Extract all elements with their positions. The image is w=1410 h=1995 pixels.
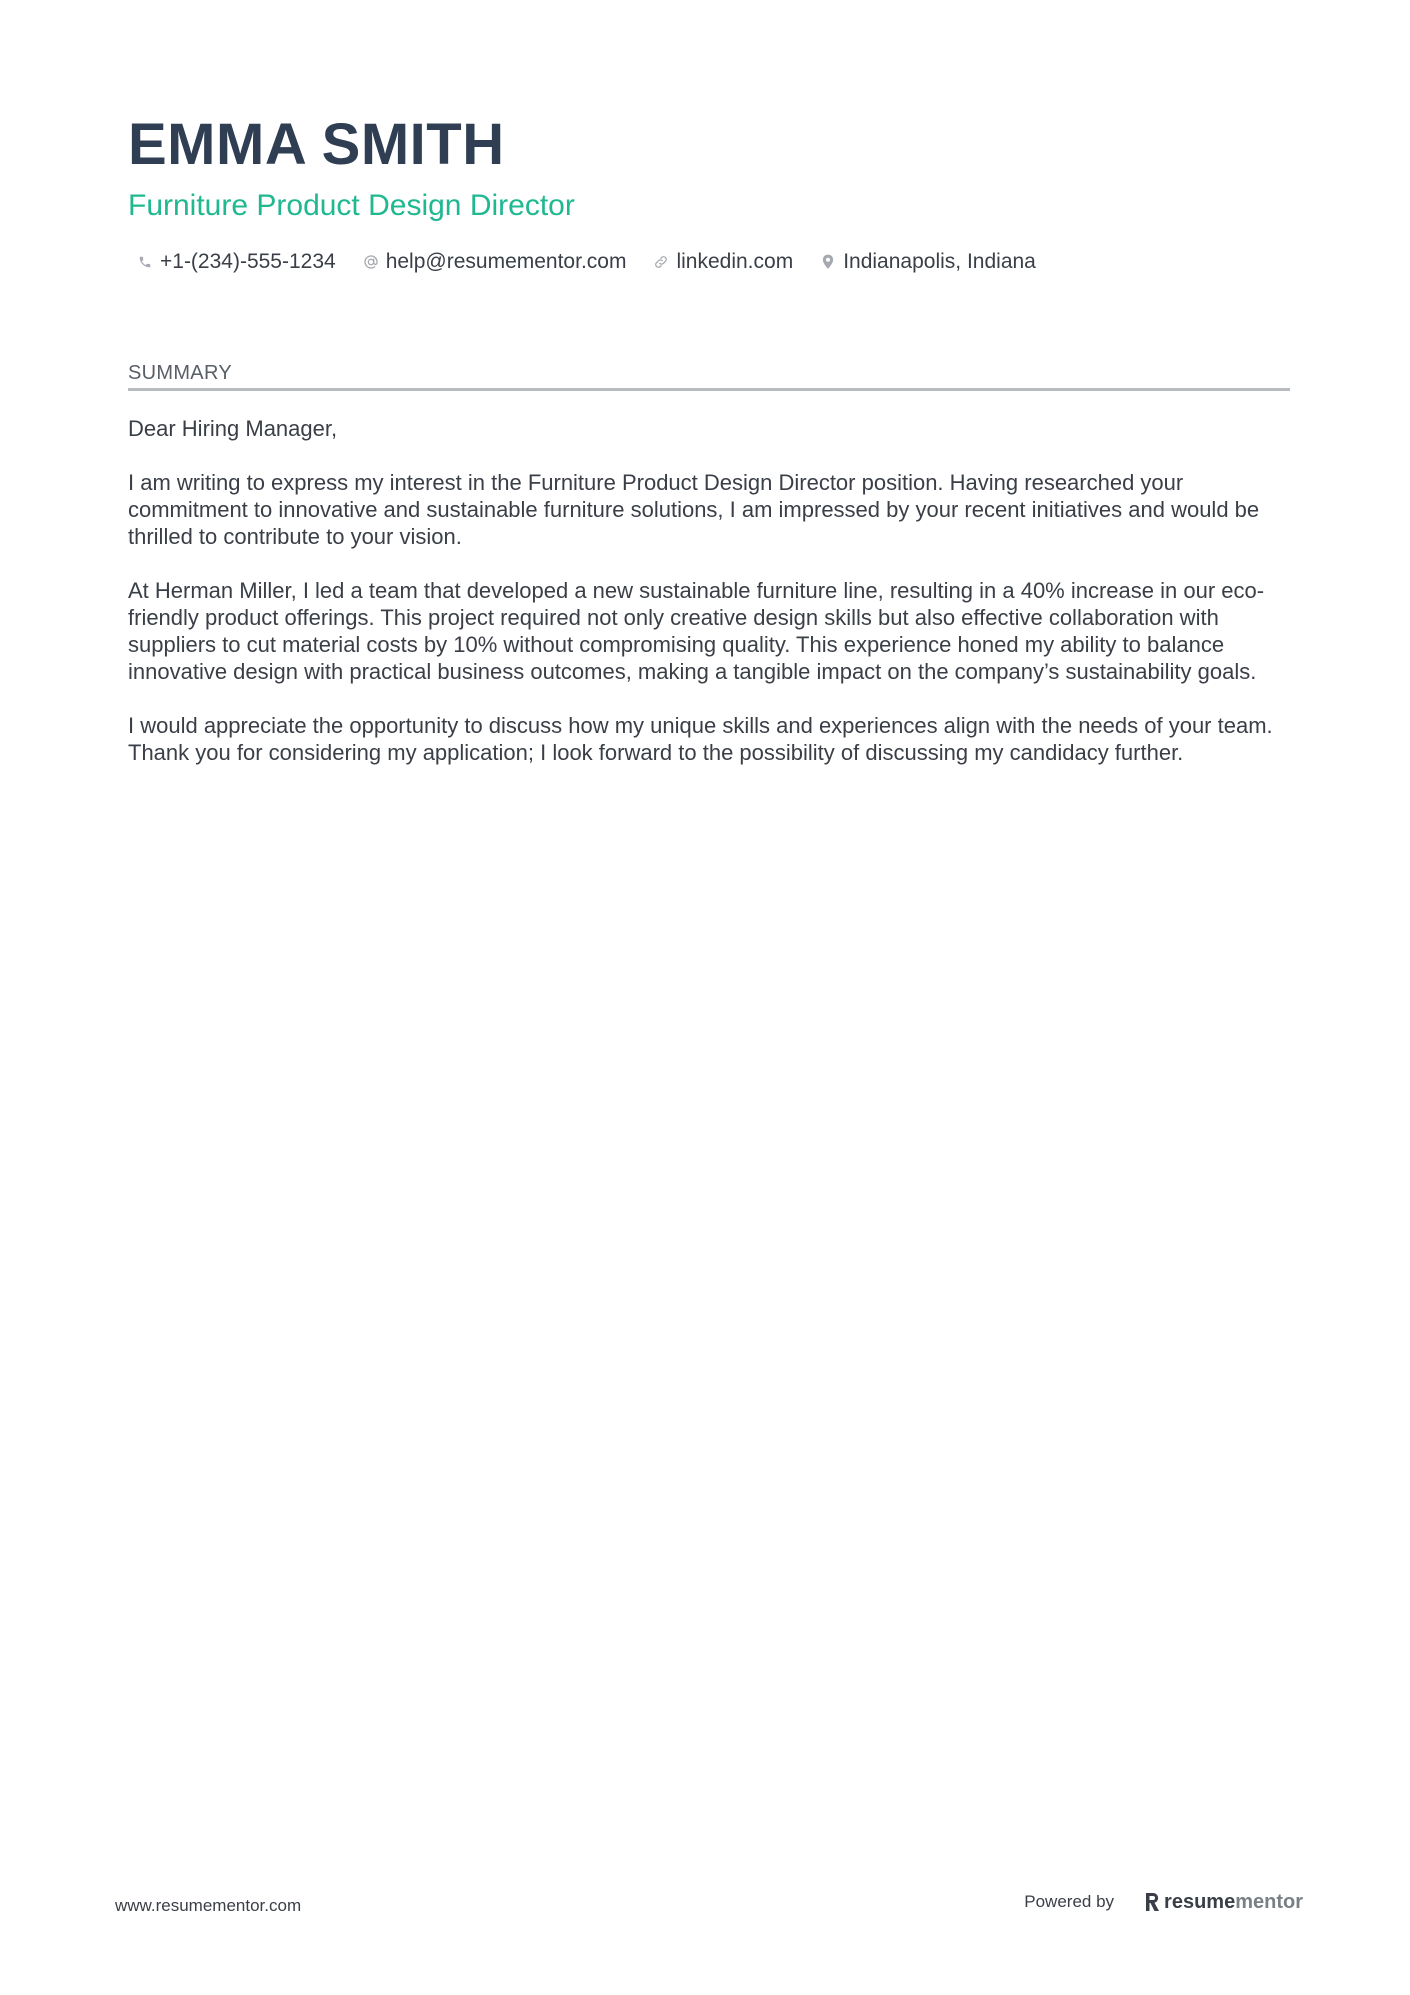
candidate-name: EMMA SMITH [128,112,505,177]
job-title: Furniture Product Design Director [128,189,575,222]
link-icon [652,253,670,271]
powered-by-label: Powered by [1024,1892,1115,1911]
header [128,108,1288,276]
phone-icon [136,253,154,271]
contact-location [819,248,1036,276]
contact-row [128,248,1288,276]
at-icon [362,253,380,271]
summary-section [128,360,1290,793]
contact-phone [136,248,336,276]
salutation: Dear Hiring Manager, [128,416,338,441]
letter-paragraph: I would appreciate the opportunity to discuss how my unique skills and experiences align with the needs of your team. Thank you for considering my application; I look forward to the possibility of discussing my candidacy further. [128,713,1273,765]
contact-email[interactable] [362,248,627,276]
section-heading: SUMMARY [128,360,1290,391]
contact-linkedin[interactable] [652,248,793,276]
letter-paragraph: I am writing to express my interest in the Furniture Product Design Director position. Having researched your commitment to innovative and sustainable furniture solutions, I am impressed by your recent initiatives and would be thrilled to contribute to your vision. [128,470,1260,549]
email-text[interactable]: help@resumementor.com [385,250,627,273]
resumementor-logo-icon [1144,1892,1160,1912]
footer-website[interactable]: www.resumementor.com [115,1896,302,1915]
phone-text: +1-(234)-555-1234 [160,250,336,273]
map-pin-icon [819,253,837,271]
footer-branding [1024,1890,1303,1914]
brand-text-mentor: mentor [1235,1891,1303,1913]
linkedin-text[interactable]: linkedin.com [676,250,794,273]
brand-logo[interactable] [1144,1890,1303,1914]
letter-body [128,415,1290,766]
brand-text-resume: resume [1164,1891,1236,1913]
location-text: Indianapolis, Indiana [843,250,1036,273]
letter-paragraph: At Herman Miller, I led a team that developed a new sustainable furniture line, resulting in a 40% increase in our eco-friendly product offerings. This project required not only creative design skills but also effective collaboration with suppliers to cut material costs by 10% without compromising quality. This experience honed my ability to balance innovative design with practical business outcomes, making a tangible impact on the company’s sustainability goals. [128,578,1265,684]
